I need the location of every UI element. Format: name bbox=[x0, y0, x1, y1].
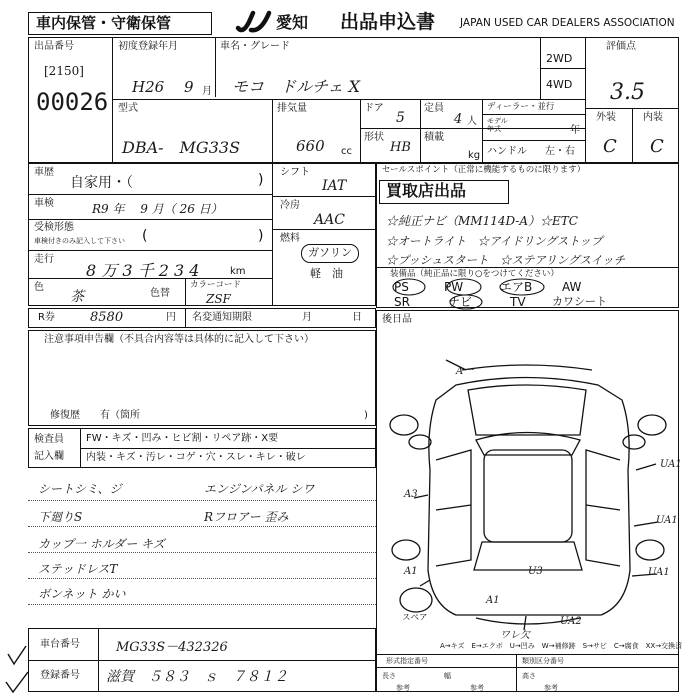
ref-label: 参考 bbox=[544, 684, 558, 692]
equipment-pw: PW bbox=[444, 280, 464, 294]
spare-wheel bbox=[400, 588, 432, 612]
recycle-fee-value: 8580 bbox=[90, 310, 124, 325]
damage-legend: A→キズ E→エクボ U→凹み W→補修跡 S→サビ C→腐食 XX→交換済 bbox=[440, 642, 683, 650]
form-title: 出品申込書 bbox=[340, 11, 436, 33]
model-year-label: モデル 年式 bbox=[487, 117, 508, 133]
equipment-sr: SR bbox=[394, 295, 410, 309]
rating-label: 評価点 bbox=[606, 41, 636, 52]
equipment-navi: ナビ bbox=[448, 295, 473, 309]
damage-u3: U3 bbox=[528, 566, 543, 577]
cc-unit: cc bbox=[341, 146, 352, 157]
close-paren: ) bbox=[258, 172, 264, 188]
equipment-leather-seat: カワシート bbox=[552, 295, 607, 308]
exterior-grade: C bbox=[603, 136, 617, 157]
rule bbox=[272, 229, 376, 230]
storage-label: 車内保管・守衛保管 bbox=[36, 14, 172, 32]
lot-box-value: [2150] bbox=[44, 64, 84, 78]
door-label: ドア bbox=[364, 103, 384, 114]
lot-no-label: 出品番号 bbox=[34, 41, 74, 52]
color-change-label: 色替 bbox=[150, 288, 170, 299]
yen-unit: 円 bbox=[166, 312, 176, 323]
entry-label: 記入欄 bbox=[34, 451, 64, 462]
note-line-7: ボンネット かい bbox=[38, 587, 126, 601]
rule bbox=[185, 278, 186, 306]
shaken-label: 車検 bbox=[34, 198, 54, 209]
exterior-label: 外装 bbox=[596, 112, 616, 123]
issue-note: 車検付きのみ記入して下さい bbox=[34, 237, 125, 245]
rule bbox=[272, 100, 273, 163]
note-line-5: カップ一 ホルダー キズ bbox=[38, 537, 165, 551]
length-label: 長さ bbox=[382, 672, 396, 680]
damage-ka: ワレ欠 bbox=[500, 630, 530, 641]
front-bumper bbox=[462, 365, 592, 370]
notes-label: 注意事項申告欄（不具合内容等は具体的に記入して下さい） bbox=[44, 334, 314, 345]
cooling-label: 冷房 bbox=[280, 200, 300, 211]
rule bbox=[28, 578, 376, 579]
sales-point-line-2: ☆オートライト ☆アイドリングストップ bbox=[386, 234, 603, 248]
damage-a3-left: A3 bbox=[404, 489, 418, 500]
close-paren: ) bbox=[364, 410, 368, 421]
aircon-value: AAC bbox=[314, 212, 345, 228]
color-code-value: ZSF bbox=[206, 292, 231, 306]
era-value: H26 bbox=[132, 78, 165, 96]
rule bbox=[272, 163, 273, 306]
rule bbox=[482, 114, 585, 115]
rule bbox=[272, 196, 376, 197]
door-split-r bbox=[586, 505, 620, 510]
body-shape-value: HB bbox=[390, 140, 411, 155]
rule bbox=[516, 654, 517, 692]
rule bbox=[28, 660, 376, 661]
association-name: JAPAN USED CAR DEALERS ASSOCIATION bbox=[460, 17, 675, 29]
note-line-1: シートシミ、ジ bbox=[38, 482, 122, 496]
gasoline-option: ガソリン bbox=[308, 246, 352, 259]
seats-value: 4 bbox=[454, 112, 463, 127]
sales-point-line-3: ☆プッシュスタート ☆ステアリングスイッチ bbox=[386, 253, 625, 267]
rule bbox=[28, 526, 376, 527]
name-change-label: 名変通知期限 bbox=[192, 312, 252, 323]
rule bbox=[28, 552, 376, 553]
org-name: 愛知 bbox=[276, 13, 309, 32]
diesel-option: 軽 油 bbox=[310, 267, 343, 280]
model-code-value: DBA- MG33S bbox=[122, 138, 241, 157]
issue-form-label: 受検形態 bbox=[34, 222, 74, 233]
sales-point-line-1: ☆純正ナビ（MM114D-A）☆ETC bbox=[386, 214, 578, 228]
color-value: 茶 bbox=[70, 289, 84, 305]
chassis-label: 車台番号 bbox=[40, 639, 80, 650]
reg-month-value: 9 bbox=[184, 78, 194, 96]
cc-value: 660 bbox=[296, 137, 325, 155]
note-line-3: 下廻りS bbox=[38, 510, 83, 524]
sales-point-label: セールスポイント（正常に機能するものに限ります） bbox=[382, 165, 586, 175]
equipment-aw: AW bbox=[562, 280, 582, 294]
name-change-day: 日 bbox=[352, 312, 362, 323]
month-unit: 月 bbox=[202, 86, 212, 97]
windshield bbox=[476, 433, 580, 456]
door-split-l bbox=[436, 505, 471, 510]
rule bbox=[585, 108, 679, 109]
equipment-ps: PS bbox=[394, 280, 409, 294]
history-value: 自家用・（ bbox=[70, 175, 133, 191]
car-outline bbox=[428, 378, 630, 616]
rule bbox=[28, 194, 272, 195]
damage-a-top: A一 bbox=[456, 366, 474, 377]
2wd-option: 2WD bbox=[546, 52, 573, 65]
interior-grade: C bbox=[650, 136, 664, 157]
ref-label: 参考 bbox=[470, 684, 484, 692]
wheel-fr bbox=[638, 415, 666, 435]
km-unit: km bbox=[230, 266, 246, 277]
rule bbox=[632, 108, 633, 163]
note-line-4: Rフロアー 歪み bbox=[204, 510, 289, 524]
damage-ua1-right-3: UA1 bbox=[648, 567, 670, 578]
load-label: 積載 bbox=[424, 132, 444, 143]
rule bbox=[482, 100, 483, 163]
check-marks bbox=[2, 640, 42, 698]
mileage-label: 走行 bbox=[34, 254, 54, 265]
rule bbox=[215, 37, 216, 97]
shift-value: IAT bbox=[322, 178, 347, 194]
person-unit: 人 bbox=[467, 116, 477, 127]
note-line-2: エンジンパネル シワ bbox=[204, 482, 315, 496]
color-label: 色 bbox=[34, 282, 44, 293]
ref-label: 参考 bbox=[396, 684, 410, 692]
doc-type-label: 形式指定番号 bbox=[386, 657, 428, 665]
wheel-rl bbox=[392, 540, 420, 560]
damage-a1-bottom-left: A1 bbox=[404, 566, 418, 577]
equipment-tv: TV bbox=[510, 295, 526, 309]
name-change-month: 月 bbox=[302, 312, 312, 323]
chassis-no-value: MG33S－432326 bbox=[116, 640, 228, 655]
rule bbox=[28, 219, 272, 220]
shaken-value: R9 年 9 月（ 26 日） bbox=[92, 202, 223, 216]
rule bbox=[482, 140, 585, 141]
rule bbox=[360, 100, 361, 163]
rule bbox=[376, 654, 679, 655]
type-label: 型式 bbox=[118, 103, 138, 114]
car-damage-diagram bbox=[376, 330, 679, 640]
note-line-6: ステッドレスT bbox=[38, 562, 118, 576]
shift-label: シフト bbox=[280, 167, 310, 178]
lot-no-value: 00026 bbox=[36, 88, 109, 116]
4wd-option: 4WD bbox=[546, 78, 573, 91]
equipment-circles bbox=[380, 276, 560, 310]
roof bbox=[484, 450, 572, 542]
color-code-label: カラーコード bbox=[190, 280, 242, 290]
close-paren: ) bbox=[258, 228, 264, 244]
rule bbox=[585, 37, 586, 163]
kg-unit: kg bbox=[468, 150, 481, 161]
rule bbox=[112, 37, 113, 163]
damage-ua1-right-1: UA1 bbox=[660, 459, 682, 470]
rule bbox=[80, 448, 376, 449]
rule bbox=[376, 267, 679, 268]
equipment-airbag: エアB bbox=[500, 280, 533, 294]
dealer-parallel-label: ディーラー・並行 bbox=[487, 102, 555, 112]
reg-no-value: 滋賀 ５８３ ｓ ７８１２ bbox=[106, 669, 288, 685]
form-label: 形状 bbox=[364, 132, 384, 143]
damage-a1-bottom-mid: A1 bbox=[486, 595, 500, 606]
buy-shop-value: 買取店出品 bbox=[386, 181, 467, 200]
open-paren: ( bbox=[142, 228, 148, 244]
height-label: 高さ bbox=[522, 672, 536, 680]
hood bbox=[468, 385, 586, 435]
rule bbox=[28, 250, 272, 251]
exterior-codes: FW・キズ・凹み・ヒビ割・リペア跡・X要 bbox=[86, 433, 279, 444]
damage-ua2: UA2 bbox=[560, 616, 582, 627]
mirror-right bbox=[623, 435, 645, 449]
width-label: 幅 bbox=[444, 672, 451, 680]
wheel-fl bbox=[390, 415, 418, 435]
rule bbox=[112, 99, 585, 100]
doc-class-label: 類別区分番号 bbox=[522, 657, 564, 665]
rear-seat-label: 後日品 bbox=[382, 314, 412, 325]
history-label: 車歴 bbox=[34, 167, 54, 178]
first-reg-label: 初度登録年月 bbox=[118, 41, 178, 52]
displacement-label: 排気量 bbox=[277, 103, 307, 114]
spare-label: スペア bbox=[402, 613, 428, 623]
mirror-left bbox=[409, 435, 431, 449]
rule bbox=[420, 100, 421, 163]
rule bbox=[540, 68, 585, 69]
rule bbox=[28, 604, 376, 605]
recycle-label: R券 bbox=[38, 312, 55, 323]
rule bbox=[360, 128, 585, 129]
interior-codes: 内装・キズ・汚レ・コゲ・穴・スレ・キレ・破レ bbox=[86, 452, 306, 463]
rule bbox=[185, 308, 186, 328]
rule bbox=[376, 667, 679, 668]
wheel-rr bbox=[636, 540, 664, 560]
inspector-label: 検査員 bbox=[34, 434, 64, 445]
mileage-value: 8 万 3 千 2 3 4 bbox=[86, 261, 200, 280]
ju-logo bbox=[235, 10, 273, 34]
car-name-value: モコ ドルチェ X bbox=[232, 77, 360, 96]
year-unit: 年 bbox=[570, 125, 580, 136]
equipment-label: 装備品（純正品に限り○をつけてください） bbox=[390, 269, 559, 279]
damage-ua1-right-2: UA1 bbox=[656, 515, 678, 526]
fuel-label: 燃料 bbox=[280, 233, 300, 244]
interior-label: 内装 bbox=[643, 112, 663, 123]
steering-label: ハンドル bbox=[487, 146, 527, 157]
name-grade-label: 車名・グレード bbox=[220, 41, 290, 52]
repair-label: 修復歴 有（箇所 bbox=[50, 410, 140, 421]
doors-value: 5 bbox=[396, 110, 405, 126]
capacity-label: 定員 bbox=[424, 103, 444, 114]
rule bbox=[28, 500, 376, 501]
left-right-option: 左・右 bbox=[545, 146, 575, 157]
reg-no-label: 登録番号 bbox=[40, 670, 80, 681]
rating-value: 3.5 bbox=[610, 80, 645, 105]
